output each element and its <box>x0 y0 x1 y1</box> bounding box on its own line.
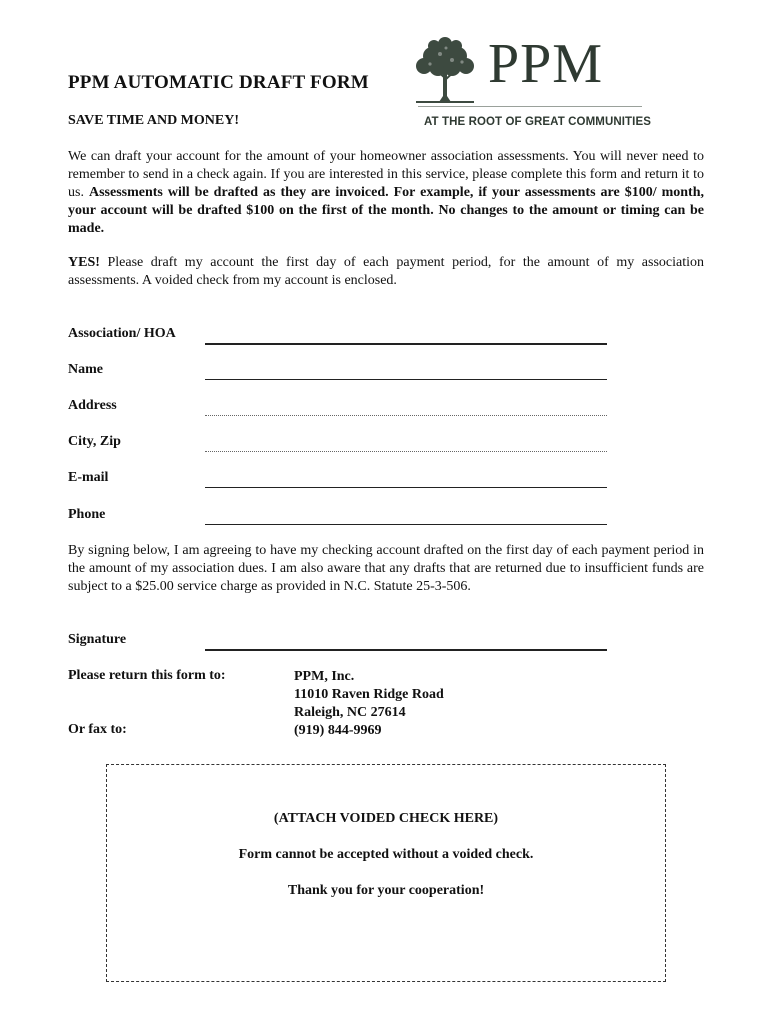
field-city-zip <box>68 434 608 456</box>
fax-number: (919) 844-9969 <box>294 723 382 738</box>
field-address <box>68 398 608 420</box>
signature-label: Signature <box>68 632 127 647</box>
thank-you-note: Thank you for your cooperation! <box>287 883 485 898</box>
consent-yes: YES! <box>68 255 100 270</box>
page-subtitle: SAVE TIME AND MONEY! <box>68 113 240 128</box>
address-company: PPM, Inc. <box>294 669 355 684</box>
agreement-paragraph: By signing below, I am agreeing to have my checking account drafted on the first day of each payment period in the amount of my association dues. I am also aware that any drafts that are returned due to insufficient funds are subject to a $25.00 service charge as provided in N.C. Statute 25-3-506. <box>68 543 704 594</box>
return-info <box>68 668 588 748</box>
logo-wordmark: PPM <box>488 33 604 95</box>
voided-check-area <box>106 764 666 982</box>
field-phone <box>68 507 608 529</box>
check-warning: Form cannot be accepted without a voided check. <box>238 847 534 862</box>
field-label: Name <box>68 362 103 377</box>
phone-input-line[interactable] <box>205 524 607 525</box>
signature-input-line[interactable] <box>205 649 607 651</box>
intro-text: We can draft your account for the amount of your homeowner association assessments. You will never need to remember to send in a check again. If you are interested in this service, please complete this form and return it to us. <box>68 149 704 200</box>
return-label: Please return this form to: <box>68 668 226 683</box>
intro-paragraph <box>68 148 704 238</box>
field-association <box>68 326 608 348</box>
address-city: Raleigh, NC 27614 <box>294 705 406 720</box>
field-label: Address <box>68 398 117 413</box>
field-label: Phone <box>68 507 106 522</box>
intro-bold-text: Assessments will be drafted as they are invoiced. For example, if your assessments are $100/ month, your account will be drafted $100 on the first of the month. No changes to the amount or timing can be made. <box>68 185 705 236</box>
logo-divider <box>418 106 642 107</box>
field-name <box>68 362 608 384</box>
name-input-line[interactable] <box>205 379 607 380</box>
association-input-line[interactable] <box>205 343 607 345</box>
page-title: PPM AUTOMATIC DRAFT FORM <box>68 72 369 93</box>
address-input-line[interactable] <box>205 415 607 416</box>
address-street: 11010 Raven Ridge Road <box>294 687 444 702</box>
fax-label: Or fax to: <box>68 722 127 737</box>
field-signature <box>68 632 608 654</box>
field-email <box>68 470 608 492</box>
consent-text: Please draft my account the first day of each payment period, for the amount of my association assessments. A voided check from my account is enclosed. <box>68 255 704 288</box>
email-input-line[interactable] <box>205 487 607 488</box>
logo-tagline: AT THE ROOT OF GREAT COMMUNITIES <box>424 116 652 128</box>
field-label: E-mail <box>68 470 109 485</box>
field-label: City, Zip <box>68 434 121 449</box>
tree-icon <box>412 34 478 104</box>
field-label: Association/ HOA <box>68 326 176 341</box>
city-zip-input-line[interactable] <box>205 451 607 452</box>
attach-check-heading: (ATTACH VOIDED CHECK HERE) <box>273 811 499 826</box>
consent-paragraph <box>68 254 704 290</box>
ppm-logo <box>412 34 652 134</box>
